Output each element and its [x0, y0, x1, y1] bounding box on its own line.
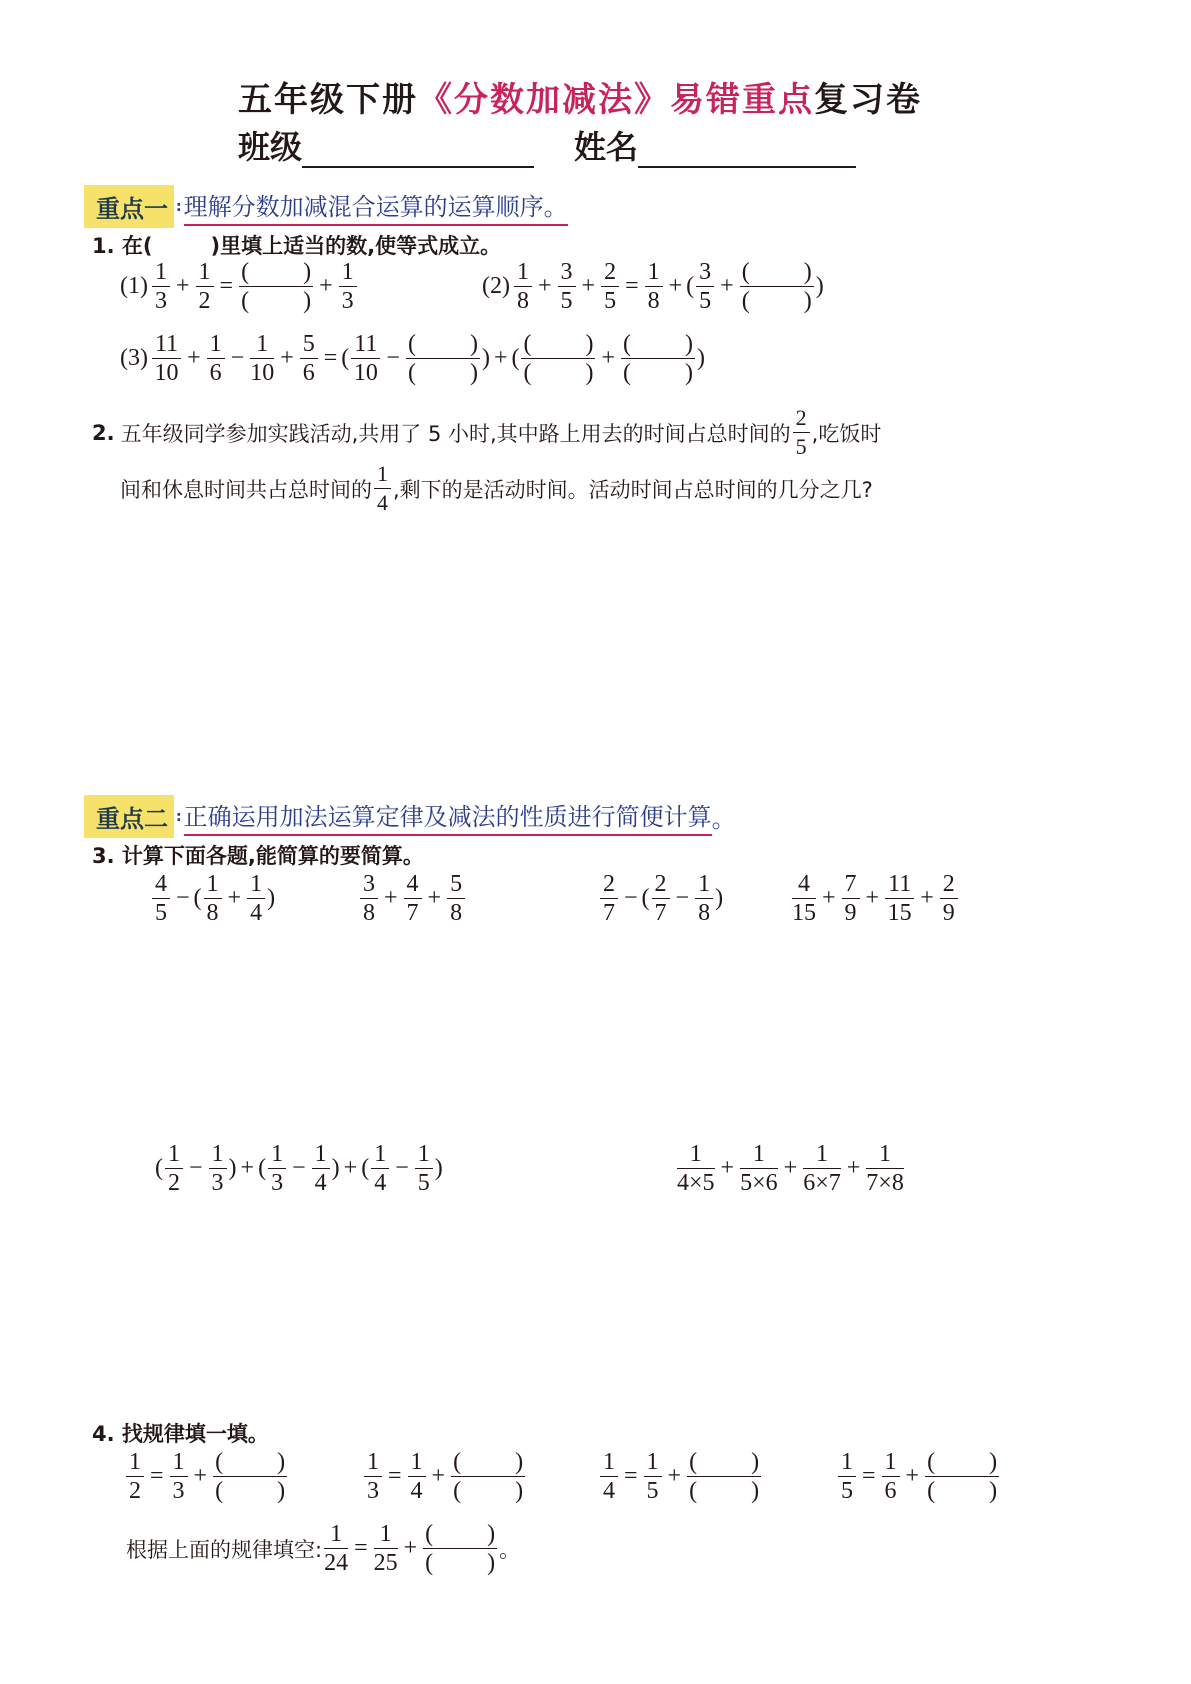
class-label: 班级 [238, 128, 303, 166]
name-label: 姓名 [574, 128, 639, 166]
fraction: $\frac{1}{2}$ [165, 1140, 183, 1197]
blank-fraction[interactable]: ( ) ( ) [523, 331, 594, 386]
fraction: $\frac{1}{24}$ [324, 1521, 349, 1576]
fraction: $\frac{1}{3}$ [209, 1140, 227, 1197]
fraction: $\frac{5}{6}$ [300, 330, 318, 387]
plus-sign: + [187, 345, 201, 371]
blank-fraction[interactable]: ( ) ( ) [241, 259, 312, 314]
fraction: $\frac{4}{5}$ [152, 870, 170, 927]
paren: ) [331, 1155, 340, 1181]
plus-sign: + [905, 1463, 920, 1489]
period: 。 [499, 1537, 521, 1562]
fraction: $\frac{1}{3}$ [268, 1140, 286, 1197]
plus-sign: + [667, 1463, 682, 1489]
question-2-line-2 [120, 460, 873, 517]
section-1-colon: : [176, 198, 182, 215]
question-3-prompt [92, 840, 424, 870]
plus-sign: + [865, 885, 880, 911]
q4-pattern-1 [124, 1448, 289, 1505]
plus-sign: + [280, 345, 294, 371]
fraction: $\frac{1}{4}$ [247, 870, 265, 927]
class-blank[interactable] [302, 136, 534, 168]
question-text: ,吃饭时 [811, 421, 882, 446]
part-label: (3) [120, 345, 148, 371]
part-label: (2) [482, 273, 510, 299]
question-text: 间和休息时间共占总时间的 [120, 477, 372, 502]
question-text: 计算下面各题,能简算的要简算。 [121, 844, 424, 868]
paren: ( [511, 345, 520, 371]
minus-sign: − [395, 1155, 409, 1181]
fraction: $\frac{1}{6\times 7}$ [803, 1141, 841, 1196]
plus-sign: + [720, 273, 734, 299]
blank-fraction[interactable]: ( ) ( ) [689, 1449, 760, 1504]
fraction: $\frac{1}{5}$ [415, 1140, 433, 1197]
q1-part-1 [120, 258, 359, 315]
blank-fraction[interactable]: ( ) ( ) [623, 331, 694, 386]
minus-sign: − [624, 885, 638, 911]
q3-expression-4 [790, 870, 960, 927]
equals-sign: = [150, 1463, 164, 1489]
fraction: $\frac{2}{7}$ [600, 870, 618, 927]
q3-expression-1 [150, 870, 275, 927]
paren: ( [686, 273, 695, 299]
fraction: $\frac{3}{5}$ [696, 258, 714, 315]
fraction: $\frac{1}{4}$ [600, 1448, 618, 1505]
fraction: $\frac{1}{5}$ [838, 1448, 856, 1505]
minus-sign: − [292, 1155, 306, 1181]
q4-pattern-2 [362, 1448, 527, 1505]
plus-sign: + [343, 1155, 358, 1181]
fraction: $\frac{1}{4\times 5}$ [677, 1141, 715, 1196]
paren: ( [155, 1155, 163, 1181]
fraction: $\frac{1}{6}$ [207, 330, 225, 387]
worksheet-title [238, 72, 922, 121]
equals-sign: = [219, 273, 234, 299]
title-part-grade: 五年级下册 [238, 80, 418, 120]
plus-sign: + [601, 345, 616, 371]
section-2-colon: : [176, 808, 182, 825]
fraction: $\frac{1}{6}$ [882, 1448, 900, 1505]
q3-expression-2 [358, 870, 467, 927]
fraction: $\frac{1}{7\times 8}$ [866, 1141, 904, 1196]
fraction: $\frac{11}{10}$ [351, 330, 380, 387]
q1-part-3 [120, 330, 705, 387]
blank-fraction[interactable]: ( ) ( ) [215, 1449, 286, 1504]
question-2-line-1 [92, 404, 881, 461]
q4-pattern-4 [836, 1448, 1001, 1505]
question-text: ,剩下的是活动时间。活动时间占总时间的几分之几? [393, 477, 873, 502]
question-number: 2. [92, 420, 115, 445]
fraction: $\frac{2}{9}$ [940, 870, 958, 927]
fraction: $\frac{3}{5}$ [558, 258, 576, 315]
plus-sign: + [431, 1463, 446, 1489]
paren: ) [267, 885, 276, 911]
plus-sign: + [403, 1535, 418, 1561]
fraction: $\frac{4}{7}$ [404, 870, 422, 927]
q1-part-2 [482, 258, 824, 315]
plus-sign: + [537, 273, 552, 299]
blank-fraction[interactable]: ( ) ( ) [453, 1449, 524, 1504]
question-number: 3. [92, 844, 115, 868]
title-part-review: 复习卷 [814, 80, 922, 120]
title-part-topic: 《分数加减法》易错重点 [418, 80, 814, 120]
paren: ( [193, 885, 202, 911]
plus-sign: + [384, 885, 398, 911]
q3-expression-6 [675, 1140, 906, 1197]
fraction: $\frac{1}{3}$ [152, 258, 170, 315]
fraction: $\frac{1}{8}$ [514, 258, 532, 315]
q4-rule-line [126, 1520, 520, 1577]
student-info-line [238, 122, 856, 168]
fraction: $\frac{1}{5\times 6}$ [740, 1141, 778, 1196]
fraction: $\frac{5}{8}$ [447, 870, 465, 927]
section-1-heading [84, 185, 568, 228]
plus-sign: + [720, 1155, 735, 1181]
question-text: 五年级同学参加实践活动,共用了 5 小时,其中路上用去的时间占总时间的 [120, 421, 791, 446]
fraction: $\frac{3}{8}$ [360, 870, 378, 927]
fraction: $\frac{1}{25}$ [373, 1521, 398, 1576]
paren: ) [228, 1155, 237, 1181]
paren: ) [715, 885, 724, 911]
section-2-description: 正确运用加法运算定律及减法的性质进行简便计算 [184, 797, 712, 836]
blank-fraction[interactable]: ( ) ( ) [741, 259, 812, 314]
plus-sign: + [493, 345, 508, 371]
plus-sign: + [193, 1463, 208, 1489]
plus-sign: + [581, 273, 596, 299]
fraction: $\frac{1}{5}$ [644, 1448, 662, 1505]
plus-sign: + [175, 273, 190, 299]
fraction: $\frac{4}{15}$ [792, 871, 816, 926]
paren: ) [434, 1155, 443, 1181]
section-1-tag: 重点一 [84, 185, 174, 228]
blank-fraction[interactable]: ( ) ( ) [425, 1521, 496, 1576]
fraction: $\frac{1}{3}$ [339, 258, 357, 315]
blank-fraction[interactable]: ( ) ( ) [927, 1449, 998, 1504]
equals-sign: = [624, 1463, 638, 1489]
paren: ) [481, 345, 490, 371]
fraction: $\frac{1}{10}$ [250, 331, 275, 386]
plus-sign: + [427, 885, 442, 911]
fraction: $\frac{1}{3}$ [170, 1448, 188, 1505]
plus-sign: + [227, 885, 242, 911]
paren: ( [258, 1155, 267, 1181]
blank-fraction[interactable]: ( ) ( ) [407, 331, 478, 386]
question-1-prompt [92, 230, 501, 260]
fraction: $\frac{1}{8}$ [204, 870, 222, 927]
paren: ) [697, 345, 706, 371]
fraction: $\frac{7}{9}$ [842, 870, 860, 927]
fraction: $\frac{2}{7}$ [652, 870, 670, 927]
q3-expression-3 [598, 870, 723, 927]
fraction: $\frac{1}{3}$ [364, 1448, 382, 1505]
fraction: $\frac{1}{4}$ [312, 1140, 330, 1197]
minus-sign: − [675, 885, 690, 911]
fraction: $\frac{1}{4}$ [374, 460, 391, 517]
minus-sign: − [230, 345, 245, 371]
q3-answer-area-1[interactable] [120, 940, 1080, 1110]
question-text: )里填上适当的数,使等式成立。 [210, 234, 502, 258]
q3-expression-5 [155, 1140, 443, 1197]
fraction: $\frac{1}{8}$ [645, 258, 663, 315]
fraction: $\frac{11}{15}$ [885, 870, 914, 927]
fraction: $\frac{1}{4}$ [371, 1140, 389, 1197]
plus-sign: + [319, 273, 333, 299]
fraction: $\frac{1}{4}$ [408, 1448, 426, 1505]
rule-text: 根据上面的规律填空: [126, 1537, 323, 1562]
section-1-description: 理解分数加减混合运算的运算顺序。 [184, 187, 568, 226]
plus-sign: + [920, 885, 934, 911]
question-text: 找规律填一填。 [121, 1422, 269, 1446]
plus-sign: + [822, 885, 836, 911]
fraction: $\frac{11}{10}$ [152, 330, 181, 387]
part-label: (1) [120, 273, 148, 299]
fraction: $\frac{1}{8}$ [695, 870, 713, 927]
paren: ( [341, 345, 350, 371]
fraction: $\frac{1}{2}$ [196, 258, 214, 315]
q2-answer-area[interactable] [120, 540, 1080, 760]
paren: ( [361, 1155, 370, 1181]
equals-sign: = [354, 1535, 368, 1561]
paren: ( [641, 885, 650, 911]
question-number: 1. [92, 234, 115, 258]
question-text: 在( [121, 234, 153, 258]
plus-sign: + [783, 1155, 798, 1181]
plus-sign: + [846, 1155, 861, 1181]
question-4-prompt [92, 1418, 269, 1448]
question-number: 4. [92, 1422, 115, 1446]
fraction: $\frac{2}{5}$ [601, 258, 619, 315]
section-2-tag: 重点二 [84, 795, 174, 838]
plus-sign: + [240, 1155, 255, 1181]
paren: ) [815, 273, 824, 299]
equals-sign: = [323, 345, 338, 371]
equals-sign: = [388, 1463, 402, 1489]
plus-sign: + [668, 273, 683, 299]
q3-answer-area-2[interactable] [120, 1210, 1080, 1400]
minus-sign: − [386, 345, 400, 371]
q4-pattern-3 [598, 1448, 763, 1505]
minus-sign: − [189, 1155, 203, 1181]
minus-sign: − [176, 885, 190, 911]
equals-sign: = [625, 273, 639, 299]
section-2-period: 。 [711, 805, 736, 833]
section-2-heading [84, 795, 736, 838]
equals-sign: = [862, 1463, 876, 1489]
name-blank[interactable] [638, 136, 856, 168]
fraction: $\frac{2}{5}$ [793, 404, 810, 461]
fraction: $\frac{1}{2}$ [126, 1448, 144, 1505]
